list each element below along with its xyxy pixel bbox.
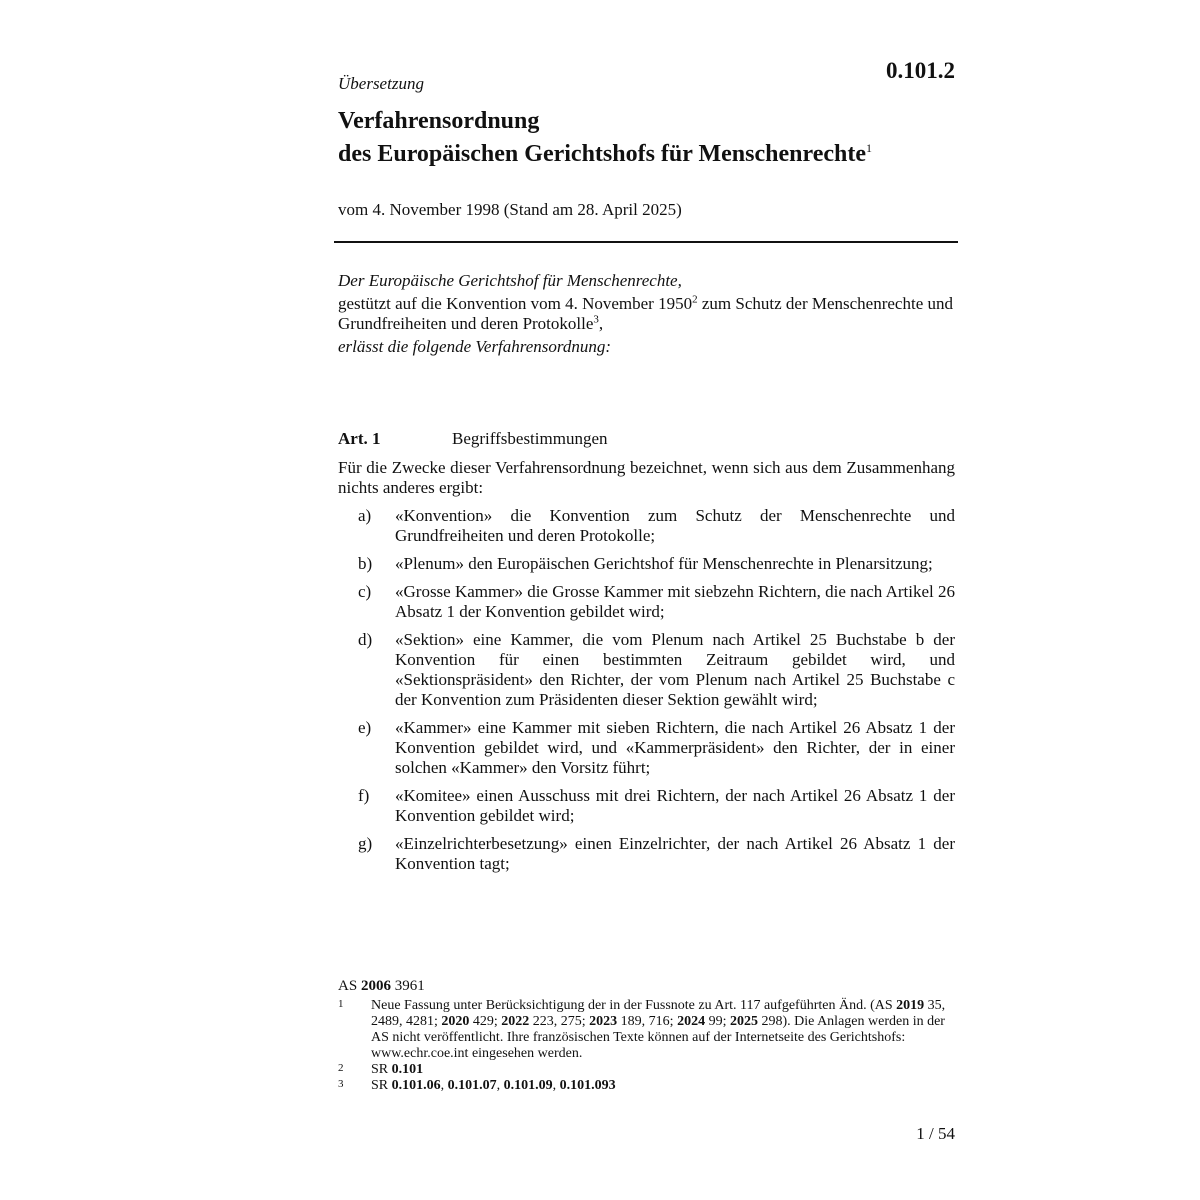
as-year: 2006 [360, 978, 391, 994]
definition-text: «Konvention» die Konvention zum Schutz der Menschenrechte und Grundfreiheiten und deren Protokolle; [395, 506, 955, 545]
definition-item [338, 582, 955, 622]
title-footnote-ref[interactable]: 1 [866, 141, 872, 155]
definition-item [338, 786, 955, 826]
preamble-basis [338, 294, 958, 334]
fn-pages-2020: 429; [469, 1014, 502, 1029]
fn-year-2019: 2019 [896, 998, 925, 1013]
preamble-basis-comma: , [598, 314, 604, 333]
sr-number: 0.101.2 [886, 58, 955, 83]
preamble-basis-text-2: zum Schutz der Menschenrechte und Grundfreiheiten und deren Protokolle [338, 294, 953, 333]
definition-letter: a) [358, 506, 372, 525]
fn-pages-2025: 298). [757, 1014, 791, 1029]
sr-separator: , [496, 1078, 504, 1093]
footnote-2 [338, 1062, 948, 1078]
article-number: Art. 1 [338, 429, 381, 448]
document-title [338, 108, 872, 168]
article-title: Begriffsbestimmungen [452, 429, 608, 448]
preamble-basis-text: gestützt auf die Konvention vom 4. November 1950 [338, 294, 693, 313]
definition-text: «Komitee» einen Ausschuss mit drei Richtern, der nach Artikel 26 Absatz 1 der Konvention gebildet wird; [395, 786, 955, 825]
as-reference [338, 978, 425, 995]
definition-list [338, 506, 955, 882]
page-number: 1 / 54 [916, 1124, 955, 1143]
footnote-number: 1 [338, 998, 344, 1010]
definition-letter: f) [358, 786, 370, 805]
definition-text: «Plenum» den Europäischen Gerichtshof für Menschenrechte in Plenarsitzung; [395, 554, 933, 573]
fn-year-2025: 2025 [729, 1014, 758, 1029]
footnote-1-part2: Die Anlagen werden in der AS nicht veröffentlicht. Ihre französischen Texte können auf der Internetseite des Gerichtshofs: www.echr.coe.int eingesehen werden. [371, 1014, 945, 1061]
fn-pages-2022: 223, 275; [529, 1014, 590, 1029]
footnote-1 [338, 998, 948, 1062]
title-line-1: Verfahrensordnung [338, 108, 540, 134]
fn-year-2023: 2023 [589, 1014, 618, 1029]
footnote-text [371, 998, 948, 1062]
article-intro: Für die Zwecke dieser Verfahrensordnung bezeichnet, wenn sich aus dem Zusammenhang nichts anderes ergibt: [338, 458, 955, 497]
definition-letter: b) [358, 554, 373, 573]
definition-text: «Einzelrichterbesetzung» einen Einzelrichter, der nach Artikel 26 Absatz 1 der Konvention tagt; [395, 834, 955, 873]
sr-ref-1[interactable]: 0.101.06 [391, 1078, 441, 1093]
sr-ref[interactable]: 0.101 [391, 1062, 424, 1077]
footnote-3 [338, 1078, 948, 1094]
sr-prefix: SR [371, 1078, 392, 1093]
definition-text: «Grosse Kammer» die Grosse Kammer mit siebzehn Richtern, die nach Artikel 26 Absatz 1 der Konvention gebildet wird; [395, 582, 955, 621]
footnote-ref-3[interactable]: 3 [593, 313, 599, 326]
document-date: vom 4. November 1998 (Stand am 28. April 2025) [338, 200, 682, 219]
footnotes [338, 998, 948, 1094]
sr-prefix: SR [371, 1062, 392, 1077]
footnote-text [371, 1078, 948, 1094]
sr-separator: , [440, 1078, 448, 1093]
sr-ref-4[interactable]: 0.101.093 [559, 1078, 616, 1093]
fn-pages-2019: 35, 2489, 4281; [371, 998, 946, 1029]
footnote-number: 3 [338, 1078, 344, 1090]
fn-pages-2024: 99; [705, 1014, 730, 1029]
footnote-number: 2 [338, 1062, 344, 1074]
definition-letter: g) [358, 834, 373, 853]
sr-ref-2[interactable]: 0.101.07 [447, 1078, 497, 1093]
footnote-1-part1: Neue Fassung unter Berücksichtigung der in der Fussnote zu Art. 117 aufgeführten Änd. (AS [371, 998, 897, 1013]
fn-year-2024: 2024 [677, 1014, 706, 1029]
sr-ref-3[interactable]: 0.101.09 [503, 1078, 553, 1093]
preamble-enactment: erlässt die folgende Verfahrensordnung: [338, 337, 612, 356]
fn-pages-2023: 189, 716; [617, 1014, 678, 1029]
preamble [338, 271, 958, 360]
definition-item [338, 630, 955, 710]
definition-text: «Sektion» eine Kammer, die vom Plenum nach Artikel 25 Buchstabe b der Konvention für einen bestimmten Zeitraum gebildet wird, und «Sektionspräsident» den Richter, der vom Plenum nach Artikel 25 Buchstabe c der Konvention zum Präsidenten dieser Sektion gewählt wird; [395, 630, 955, 709]
footnote-text [371, 1062, 948, 1078]
article-heading [338, 429, 958, 449]
definition-item [338, 506, 955, 546]
horizontal-divider [334, 241, 958, 243]
definition-item [338, 554, 955, 574]
definition-letter: d) [358, 630, 373, 649]
definition-letter: c) [358, 582, 372, 601]
as-page: 3961 [390, 978, 425, 994]
definition-item [338, 718, 955, 778]
definition-text: «Kammer» eine Kammer mit sieben Richtern, die nach Artikel 26 Absatz 1 der Konvention gebildet wird, und «Kammerpräsident» den Richter, der in einer solchen «Kammer» den Vorsitz führt; [395, 718, 955, 777]
preamble-court: Der Europäische Gerichtshof für Menschenrechte, [338, 271, 682, 290]
sr-separator: , [552, 1078, 560, 1093]
title-line-2 [338, 135, 872, 168]
as-prefix: AS [338, 978, 361, 994]
footnote-ref-2[interactable]: 2 [692, 293, 698, 306]
fn-year-2020: 2020 [441, 1014, 470, 1029]
fn-year-2022: 2022 [501, 1014, 530, 1029]
definition-letter: e) [358, 718, 372, 737]
title-line-2-text: des Europäischen Gerichtshofs für Menschenrechte [338, 141, 866, 167]
definition-item [338, 834, 955, 874]
translation-label: Übersetzung [338, 74, 424, 93]
